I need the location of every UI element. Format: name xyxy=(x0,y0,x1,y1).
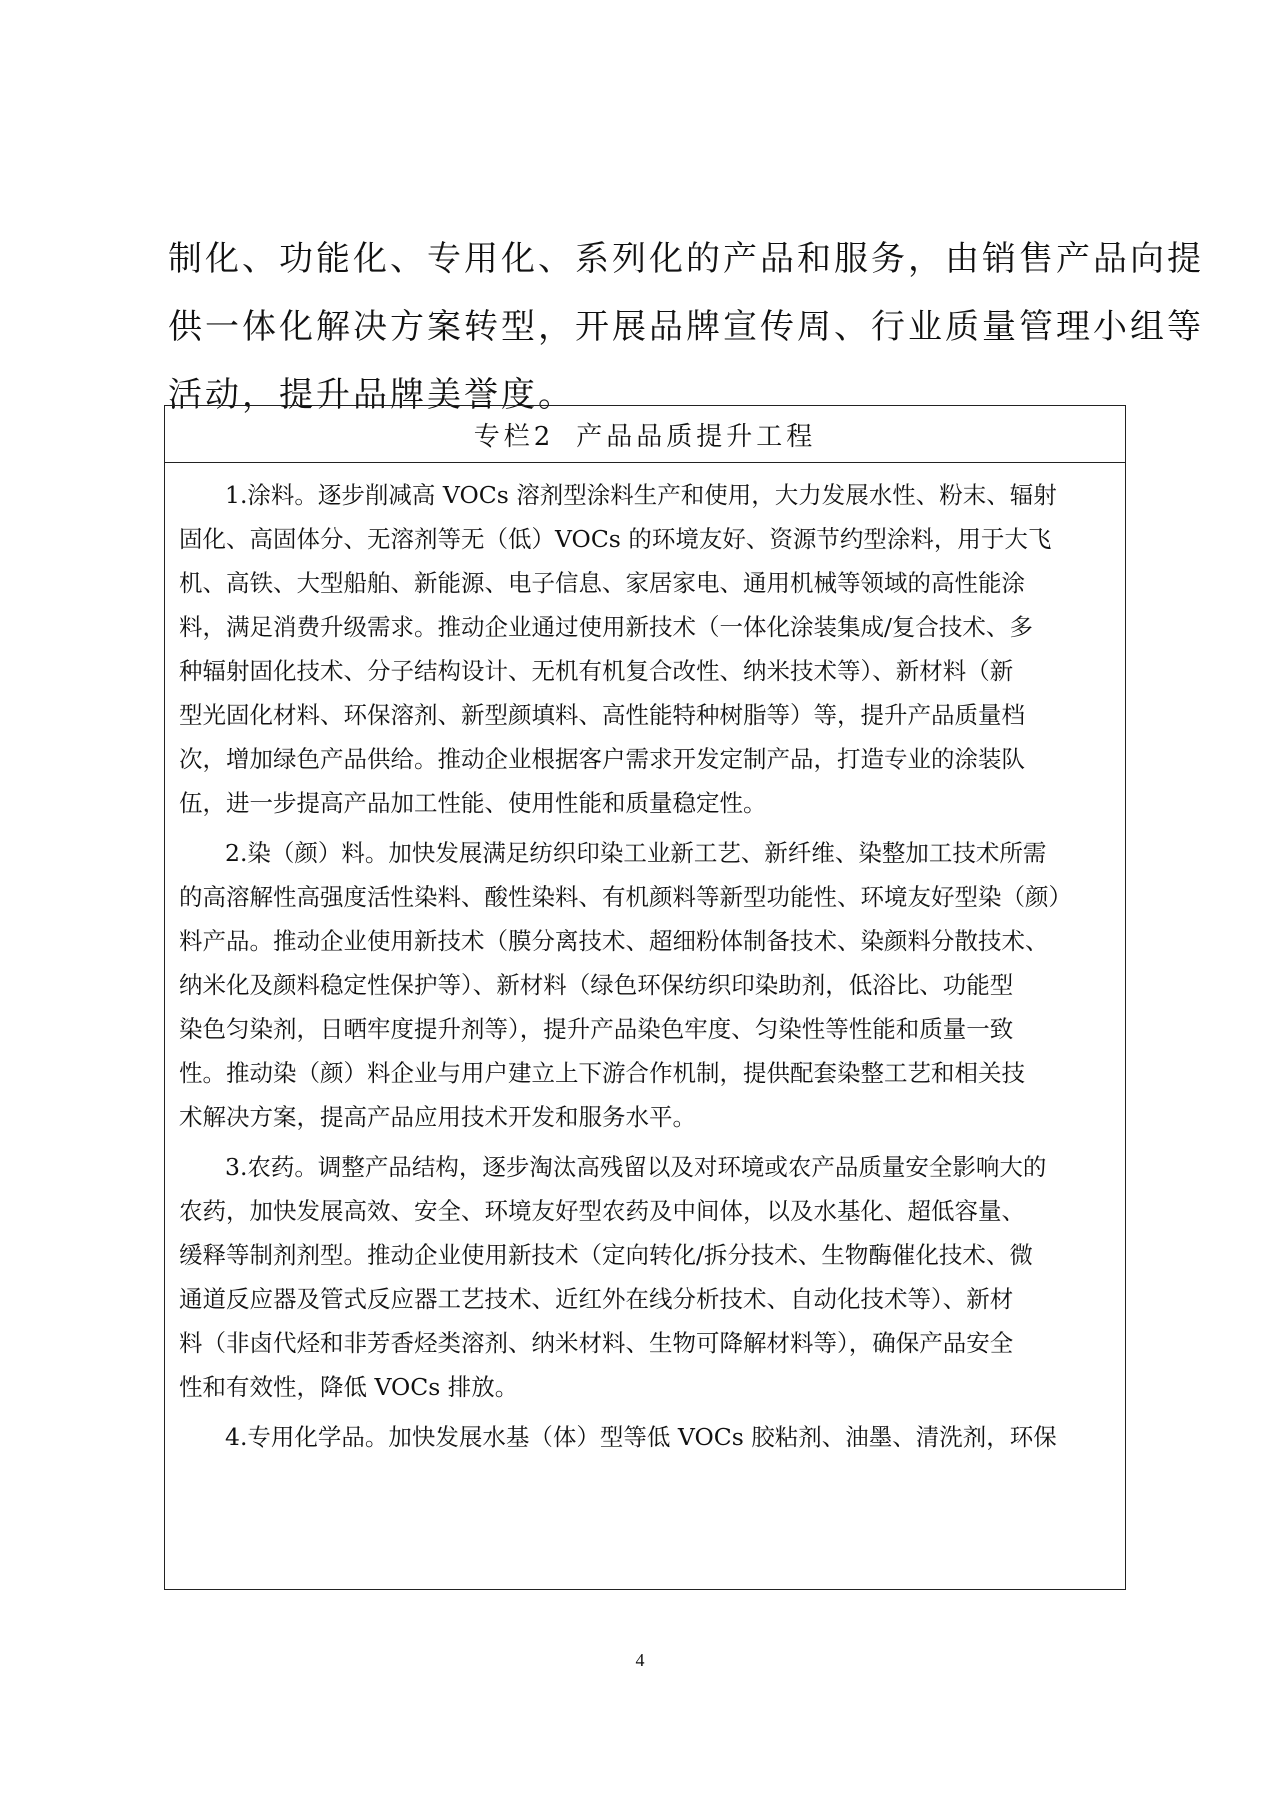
paragraph-dyes xyxy=(179,831,1111,1139)
paragraph-line: 纳米化及颜料稳定性保护等）、新材料（绿色环保纺织印染助剂，低浴比、功能型 xyxy=(179,971,1014,999)
paragraph-line: 机、高铁、大型船舶、新能源、电子信息、家居家电、通用机械等领域的高性能涂 xyxy=(179,569,1025,597)
paragraph-line: 固化、高固体分、无溶剂等无（低）VOCs 的环境友好、资源节约型涂料，用于大飞 xyxy=(179,525,1052,553)
paragraph-line: 染色匀染剂，日晒牢度提升剂等），提升产品染色牢度、匀染性等性能和质量一致 xyxy=(179,1015,1014,1043)
intro-line: 供一体化解决方案转型，开展品牌宣传周、行业质量管理小组等 xyxy=(168,307,1204,347)
intro-line: 制化、功能化、专用化、系列化的产品和服务，由销售产品向提 xyxy=(168,239,1204,279)
paragraph-line: 性和有效性，降低 VOCs 排放。 xyxy=(179,1373,519,1401)
paragraph-line: 性。推动染（颜）料企业与用户建立上下游合作机制，提供配套染整工艺和相关技 xyxy=(179,1059,1025,1087)
paragraph-specialty-chemicals xyxy=(179,1415,1111,1459)
paragraph-line: 3.农药。调整产品结构，逐步淘汰高残留以及对环境或农产品质量安全影响大的 xyxy=(225,1153,1047,1181)
intro-line: 活动，提升品牌美誉度。 xyxy=(168,375,575,415)
column-box-body xyxy=(165,463,1125,1459)
paragraph-line: 料产品。推动企业使用新技术（膜分离技术、超细粉体制备技术、染颜料分散技术、 xyxy=(179,927,1049,955)
paragraph-line: 料（非卤代烃和非芳香烃类溶剂、纳米材料、生物可降解材料等），确保产品安全 xyxy=(179,1329,1014,1357)
paragraph-line: 伍，进一步提高产品加工性能、使用性能和质量稳定性。 xyxy=(179,789,767,817)
paragraph-line: 料，满足消费升级需求。推动企业通过使用新技术（一体化涂装集成/复合技术、多 xyxy=(179,613,1033,641)
column-number: 专栏2 xyxy=(473,421,555,452)
paragraph-pesticides xyxy=(179,1145,1111,1409)
paragraph-line: 4.专用化学品。加快发展水基（体）型等低 VOCs 胶粘剂、油墨、清洗剂，环保 xyxy=(225,1423,1057,1451)
paragraph-line: 缓释等制剂剂型。推动企业使用新技术（定向转化/拆分技术、生物酶催化技术、微 xyxy=(179,1241,1033,1269)
paragraph-line: 2.染（颜）料。加快发展满足纺织印染工业新工艺、新纤维、染整加工技术所需 xyxy=(225,839,1047,867)
paragraph-line: 通道反应器及管式反应器工艺技术、近红外在线分析技术、自动化技术等）、新材 xyxy=(179,1285,1014,1313)
paragraph-coatings xyxy=(179,473,1111,825)
column-box-title xyxy=(165,406,1125,463)
paragraph-line: 的高溶解性高强度活性染料、酸性染料、有机颜料等新型功能性、环境友好型染（颜） xyxy=(179,883,1072,911)
column-box xyxy=(164,405,1126,1590)
paragraph-line: 次，增加绿色产品供给。推动企业根据客户需求开发定制产品，打造专业的涂装队 xyxy=(179,745,1025,773)
paragraph-line: 农药，加快发展高效、安全、环境友好型农药及中间体，以及水基化、超低容量、 xyxy=(179,1197,1025,1225)
paragraph-line: 1.涂料。逐步削减高 VOCs 溶剂型涂料生产和使用，大力发展水性、粉末、辐射 xyxy=(225,481,1057,509)
intro-paragraph xyxy=(168,225,1204,429)
page-number: 4 xyxy=(635,1650,645,1670)
column-title-text: 产品品质提升工程 xyxy=(576,421,817,452)
paragraph-line: 型光固化材料、环保溶剂、新型颜填料、高性能特种树脂等）等，提升产品质量档 xyxy=(179,701,1025,729)
paragraph-line: 术解决方案，提高产品应用技术开发和服务水平。 xyxy=(179,1103,696,1131)
paragraph-line: 种辐射固化技术、分子结构设计、无机有机复合改性、纳米技术等）、新材料（新 xyxy=(179,657,1014,685)
